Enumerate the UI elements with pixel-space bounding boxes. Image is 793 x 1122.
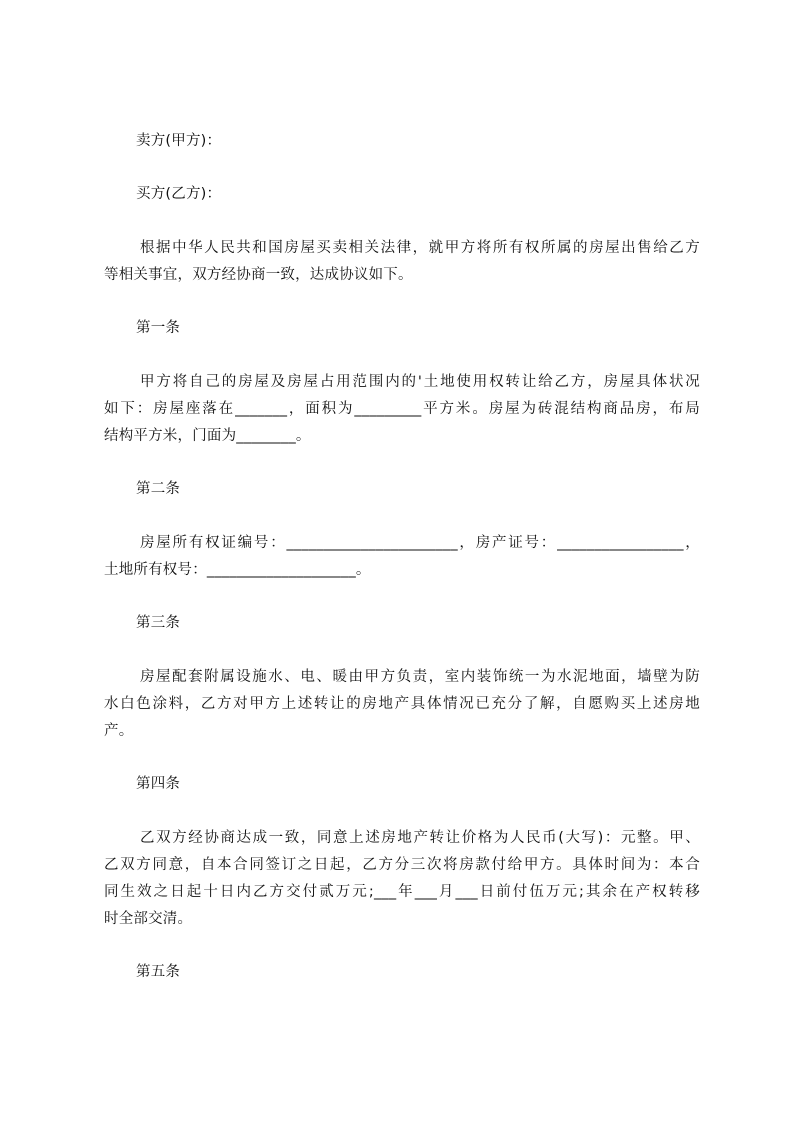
seller-label: 卖方(甲方)： — [136, 133, 222, 149]
buyer-label: 买方(乙方)： — [136, 186, 222, 202]
article-1-line: 如下：房屋座落在_______，面积为_________平方米。房屋为砖混结构商品房，布局 — [104, 401, 700, 417]
article-4-line: 时全部交清。 — [104, 911, 193, 927]
intro-line: 根据中华人民共和国房屋买卖相关法律，就甲方将所有权所属的房屋出售给乙方 — [140, 240, 700, 256]
article-4-line: 乙双方经协商达成一致，同意上述房地产转让价格为人民币(大写)：元整。甲、 — [140, 830, 700, 846]
intro-line: 等相关事宜，双方经协商一致，达成协议如下。 — [104, 267, 413, 283]
article-1-heading: 第一条 — [136, 320, 181, 336]
article-1-line: 甲方将自己的房屋及房屋占用范围内的'土地使用权转让给乙方，房屋具体状况 — [140, 374, 700, 390]
article-5-heading: 第五条 — [136, 964, 181, 980]
article-1-line: 结构平方米，门面为________。 — [104, 428, 311, 444]
article-3-line: 产。 — [104, 723, 134, 739]
article-4-heading: 第四条 — [136, 776, 181, 792]
article-2-line: 土地所有权号：____________________。 — [104, 562, 371, 578]
article-2-line: 房屋所有权证编号：_______________________，房产证号：_________________， — [140, 535, 700, 551]
article-4-line: 乙双方同意，自本合同签订之日起，乙方分三次将房款付给甲方。具体时间为：本合 — [104, 857, 700, 873]
article-3-line: 水白色涂料，乙方对甲方上述转让的房地产具体情况已充分了解，自愿购买上述房地 — [104, 696, 700, 712]
article-3-heading: 第三条 — [136, 615, 181, 631]
article-3-line: 房屋配套附属设施水、电、暖由甲方负责，室内装饰统一为水泥地面，墙壁为防 — [140, 669, 700, 685]
article-4-line: 同生效之日起十日内乙方交付贰万元;___年___月___日前付伍万元;其余在产权转移 — [104, 884, 700, 900]
article-2-heading: 第二条 — [136, 481, 181, 497]
